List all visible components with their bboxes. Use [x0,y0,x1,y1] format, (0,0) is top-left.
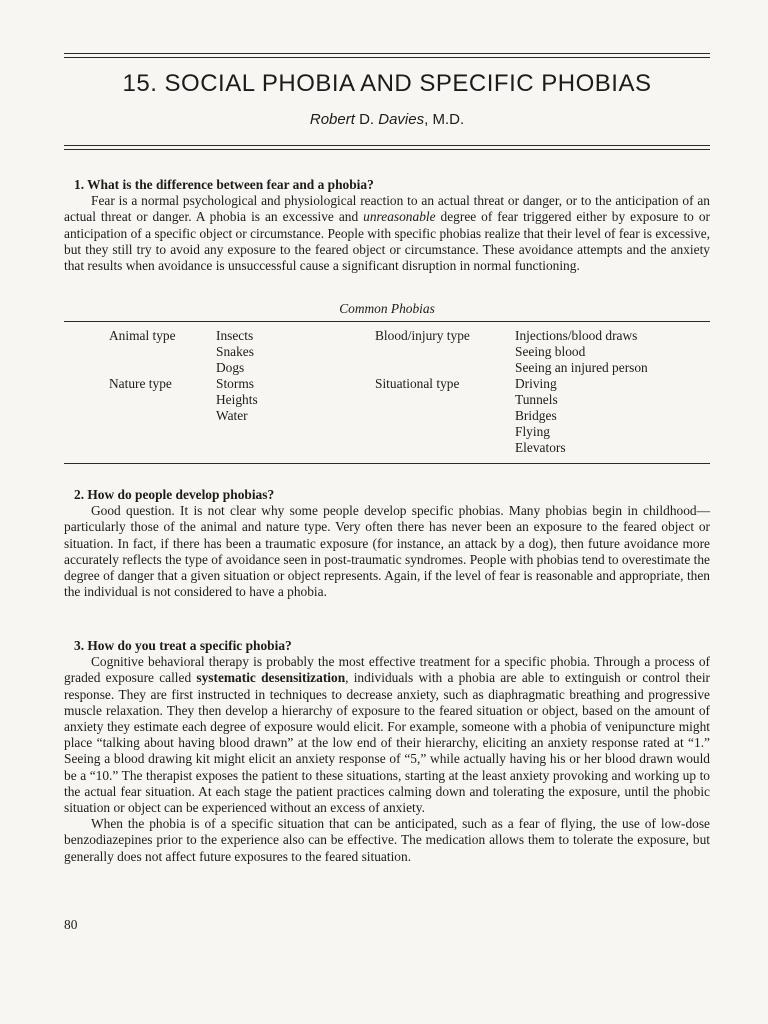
left-phobia-item: Storms [216,376,254,391]
page-number: 80 [64,917,78,932]
right-phobia-item: Elevators [515,440,566,455]
q3-bold-term: systematic desensitization [196,670,346,686]
q3-text-a: Cognitive behavioral therapy is probably the most effective treatment for a specific phobia. Through a process of graded exposure called [64,654,710,686]
left-phobia-item: Insects [216,328,254,343]
table-bottom-rule [64,463,710,464]
author-last-name: Davies [378,111,425,128]
left-phobia-item: Water [216,408,248,423]
right-phobia-item: Tunnels [515,392,558,407]
question-3 [64,638,710,865]
question-1 [64,177,710,274]
question-3-paragraph-2: When the phobia is of a specific situation that can be anticipated, such as a fear of flying, the use of low-dose benzodiazepines prior to the experience also can be effective. The medication allows them to tolerate the exposure, but generally does not affect future exposures to the feared situation. [64,816,710,864]
question-1-heading: 1. What is the difference between fear and a phobia? [74,177,374,192]
left-type-label: Animal type [109,328,176,343]
chapter-title: 15. SOCIAL PHOBIA AND SPECIFIC PHOBIAS [122,70,652,97]
right-type-label: Situational type [375,376,460,391]
right-phobia-item: Bridges [515,408,557,423]
header-rule-1 [64,145,710,146]
author-suffix: , M.D. [424,111,465,128]
question-3-paragraph-1 [64,654,710,816]
top-rule-1 [64,53,710,54]
question-3-heading: 3. How do you treat a specific phobia? [74,638,292,653]
left-phobia-item: Snakes [216,344,254,359]
left-phobia-item: Heights [216,392,258,407]
q1-text-a: Fear is a normal psychological and physiological reaction to an actual threat or danger, or to the anticipation of an actual threat or danger. A phobia is an excessive and [64,193,710,225]
question-2 [64,487,710,600]
left-phobia-item: Dogs [216,360,245,375]
chapter-author [64,111,710,128]
left-type-label: Nature type [109,376,172,391]
q3-text-b: , individuals with a phobia are able to extinguish or control their response. They are first instructed in techniques to decrease anxiety, such as diaphragmatic breathing and progressive muscle relaxation. They then develop a hierarchy of exposure to the feared situation or object, based on the amount of anxiety they estimate each degree of exposure would elicit. For example, someone with a phobia of venipuncture might place “talking about having blood drawn” at the low end of their hierarchy, eliciting an anxiety response rated at “1.” Seeing a blood drawing kit might elicit an anxiety response of “5,” while actually having his or her blood drawn would be a “10.” The therapist exposes the patient to these situations, starting at the least anxiety provoking and working up to the actual fear situation. At each stage the patient practices calming down and tolerating the exposure, until the phobic situation or object can be experienced without an excess of anxiety. [64,670,711,816]
q1-text-b: degree of fear triggered either by exposure to or anticipation of a specific object or circumstance. People with specific phobias realize that their level of fear is excessive, but they still try to avoid any exposure to the feared object or circumstance. These avoidance attempts and the anxiety that results when avoidance is unsuccessful cause a significant disruption in normal functioning. [64,209,711,274]
right-phobia-item: Injections/blood draws [515,328,638,343]
author-first-name: Robert [309,111,355,128]
right-phobia-item: Flying [515,424,550,439]
question-2-answer: Good question. It is not clear why some people develop specific phobias. Many phobias begin in childhood—particularly those of the animal and nature type. Very often there has never been an exposure to the feared object or situation. In fact, if there has been a traumatic exposure (for instance, an attack by a dog), then future avoidance more accurately reflects the type of avoidance seen in post-traumatic syndromes. People with phobias tend to overestimate the degree of danger that a given situation or object represents. Again, if the level of fear is reasonable and appropriate, then the individual is not considered to have a phobia. [64,503,710,600]
phobia-table [64,328,710,462]
right-type-label: Blood/injury type [375,328,470,343]
question-1-answer [64,193,710,274]
table-top-rule [64,321,710,322]
right-phobia-item: Seeing an injured person [515,360,648,375]
table-caption: Common Phobias [339,301,435,316]
header-rule-2 [64,149,710,150]
author-initial: D. [354,111,379,128]
top-rule-2 [64,57,710,58]
right-phobia-item: Driving [515,376,557,391]
right-phobia-item: Seeing blood [515,344,586,359]
question-2-heading: 2. How do people develop phobias? [74,487,275,502]
q1-emphasis: unreasonable [363,209,436,225]
